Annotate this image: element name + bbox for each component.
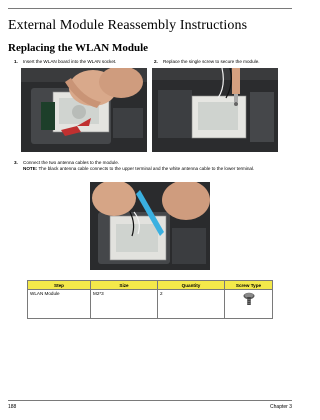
- step-2-text: Replace the single screw to secure the module.: [163, 59, 260, 64]
- step-3-number: 3.: [14, 160, 18, 165]
- step-1: [14, 59, 116, 64]
- screw-icon: [242, 291, 256, 307]
- note-text: The black antenna cable connects to the upper terminal and the white antenna cable to the lower terminal.: [38, 166, 255, 171]
- col-step: Step: [28, 281, 91, 290]
- photo-connect-antenna-cables: [90, 182, 210, 270]
- page-number: 188: [8, 404, 17, 410]
- step-3: [14, 160, 119, 165]
- cell-quantity: 2: [158, 290, 225, 319]
- col-size: Size: [91, 281, 158, 290]
- chapter-label: Chapter 3: [270, 404, 292, 410]
- col-screw-type: Screw Type: [225, 281, 273, 290]
- page-title: External Module Reassembly Instructions: [8, 18, 248, 33]
- cell-step: WLAN Module: [28, 290, 91, 319]
- table-header-row: [28, 281, 273, 290]
- table-row: [28, 290, 273, 319]
- bottom-rule: [8, 400, 292, 401]
- step-1-number: 1.: [14, 59, 18, 64]
- note: [23, 166, 275, 172]
- step-1-text: Insert the WLAN board into the WLAN socket.: [23, 59, 117, 64]
- photo-insert-wlan-board: [21, 68, 147, 152]
- section-subtitle: Replacing the WLAN Module: [8, 42, 149, 54]
- cell-screw-type: [225, 290, 273, 319]
- screw-spec-table: [27, 280, 273, 319]
- step-2: [154, 59, 260, 64]
- cell-size: M2*3: [91, 290, 158, 319]
- note-label: NOTE:: [23, 166, 38, 171]
- step-3-text: Connect the two antenna cables to the module.: [23, 160, 120, 165]
- photo-replace-screw: [152, 68, 278, 152]
- step-2-number: 2.: [154, 59, 158, 64]
- top-rule: [8, 8, 292, 9]
- col-quantity: Quantity: [158, 281, 225, 290]
